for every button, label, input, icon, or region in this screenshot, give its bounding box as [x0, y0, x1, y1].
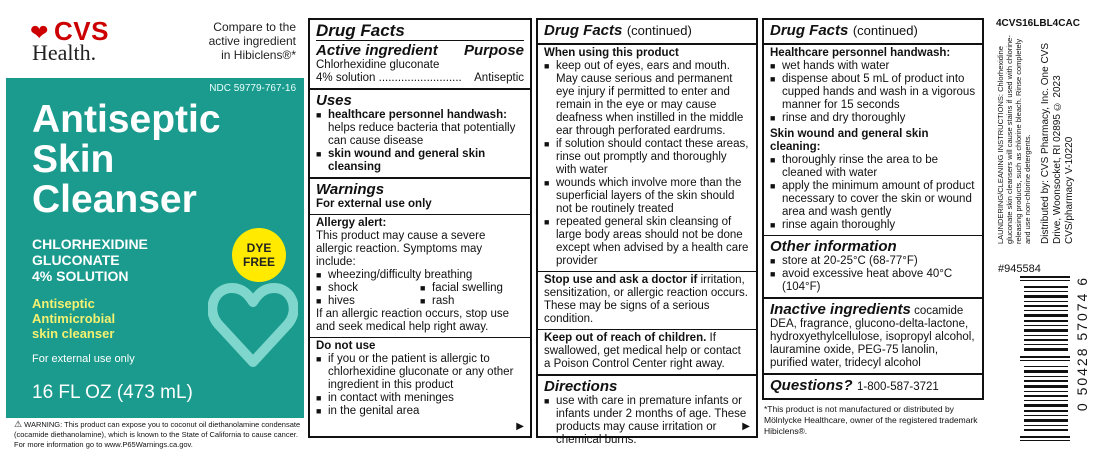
when-using-section [538, 45, 756, 272]
heart-outline-icon [208, 274, 298, 374]
product-title [32, 100, 221, 220]
questions-heading: Questions? [770, 377, 853, 394]
continue-arrow-icon: ▶ [516, 421, 524, 432]
trademark-footnote: *This product is not manufactured or distributed by Mölnlycke Healthcare, owner of the registered trademark Hibiclens®. [764, 404, 978, 436]
prop65-warning [14, 419, 304, 450]
claim-line: Antimicrobial [32, 311, 116, 326]
wound-heading: Skin wound and general skin cleaning: [770, 128, 929, 153]
inactive-section [764, 299, 982, 375]
active-header-row [316, 40, 524, 59]
front-panel [0, 0, 304, 476]
directions-section [538, 376, 756, 450]
list-item: ■ keep out of eyes, ears and mouth. May cause serious and permanent eye injury if permitted to enter and remain in the eye or may cause deafness when instilled in the middle ear through perforated eardrums. [544, 60, 750, 138]
list-item: ■ in the genital area [316, 405, 524, 418]
drug-facts-heading: Drug Facts [316, 21, 405, 40]
external-use-note: For external use only [32, 353, 135, 365]
list-item: ■ wounds which involve more than the superficial layers of the skin should not be routinely treated [544, 177, 750, 216]
inactive-heading: Inactive ingredients [770, 301, 911, 318]
ndc-number: NDC 59779-767-16 [209, 83, 296, 94]
brand-bottom: Health. [32, 40, 97, 65]
other-info-heading: Other information [770, 238, 897, 255]
list-item: ■ rinse again thoroughly [770, 219, 976, 232]
list-item: ■ facial swelling [420, 282, 524, 295]
product-claims [32, 296, 115, 341]
brand-top: CVS [54, 16, 109, 46]
list-item [316, 109, 524, 148]
list-item: ■ shock [316, 282, 420, 295]
drug-facts-panel-2 [536, 18, 758, 446]
distributor-info: Distributed by: CVS Pharmacy, Inc. One CVS Drive, Woonsocket, RI 02895 © 2023 CVS/pharmacy V-10220 [1040, 42, 1075, 244]
list-item: ■ use with care in premature infants or infants under 2 months of age. These products may cause irritation or chemical burns. [544, 395, 750, 447]
list-item: ■ wheezing/difficulty breathing [316, 269, 524, 282]
allergy-section [310, 215, 530, 338]
warnings-heading: Warnings [316, 181, 385, 198]
stop-use-heading: Stop use and ask a doctor if [544, 274, 698, 286]
item-number: #945584 [998, 263, 1041, 275]
net-contents: 16 FL OZ (473 mL) [32, 382, 193, 403]
list-item: ■ rash [420, 295, 524, 308]
keep-out-section [538, 330, 756, 376]
ingredient-line: CHLORHEXIDINE [32, 236, 148, 252]
do-not-use-section [310, 338, 530, 421]
upc-barcode [1020, 276, 1070, 444]
active-ingredient-section [310, 20, 530, 90]
inactive-text: cocamide DEA, fragrance, glucono-delta-lactone, hydroxyethylcellulose, isopropyl alcohol, lauramine oxide, PEG-75 lanolin, purified water, tridecyl alcohol [770, 305, 975, 369]
panel-header [764, 20, 982, 45]
uses-section [310, 90, 530, 179]
continued-label: (continued) [852, 23, 918, 38]
questions-section [764, 375, 982, 398]
keep-out-text: If swallowed, get medical help or contact a Poison Control Center right away. [544, 332, 741, 370]
handwash-heading: Healthcare personnel handwash: [770, 47, 951, 59]
cvs-health-logo [30, 18, 140, 66]
list-item: ■ store at 20-25°C (68-77°F) [770, 255, 976, 268]
drug-facts-heading: Drug Facts [770, 22, 849, 39]
stop-use-text: irritation, sensitization, or allergic reaction occurs. These may be signs of a serious condition. [544, 274, 748, 325]
dye-free-badge: DYE FREE [232, 228, 286, 282]
symptom-row [316, 282, 524, 308]
list-item: ■ avoid excessive heat above 40°C (104°F) [770, 268, 976, 294]
panel-3-box [762, 18, 984, 400]
active-ingredient-heading: Active ingredient [316, 42, 438, 59]
active-strength: 4% solution .......................... [316, 72, 462, 84]
heart-icon: ❤ [30, 20, 49, 45]
claim-line: skin cleanser [32, 326, 115, 341]
when-using-heading: When using this product [544, 47, 679, 59]
use-text: helps reduce bacteria that potentially can cause disease [328, 122, 516, 147]
use-bold: healthcare personnel handwash: [328, 109, 507, 121]
claim-line: Antiseptic [32, 296, 95, 311]
title-line: Antiseptic [32, 98, 221, 141]
compare-text: Compare to the active ingredient in Hibiclens®* [208, 20, 296, 62]
list-item: ■ apply the minimum amount of product necessary to cover the skin or wound area and wash gently [770, 180, 976, 219]
list-item: ■ skin wound and general skin cleansing [316, 148, 524, 174]
title-line: Cleanser [32, 178, 197, 221]
continued-label: (continued) [626, 23, 692, 38]
keep-out-heading: Keep out of reach of children. [544, 332, 707, 344]
directions-heading: Directions [544, 378, 618, 395]
directions-continued-section [764, 45, 982, 236]
allergy-text: This product may cause a severe allergic reaction. Symptoms may include: [316, 230, 486, 268]
purpose-value: Antiseptic [474, 72, 524, 84]
external-use-warning: For external use only [316, 198, 432, 210]
list-item: ■ repeated general skin cleansing of large body areas should not be done except when advised by a health care provider [544, 216, 750, 268]
list-item: ■ hives [316, 295, 420, 308]
list-item: ■ wet hands with water [770, 60, 976, 73]
questions-phone: 1-800-587-3721 [856, 381, 939, 393]
laundering-instructions: LAUNDERING/CLEANING INSTRUCTIONS: Chlorhexidine gluconate skin cleansers will cause stains if used with chlorine-releasing products, such as chlorine bleach. Rinse completely and use non-chlorine detergents. [996, 35, 1032, 244]
list-item: ■ if you or the patient is allergic to chlorhexidine gluconate or any other ingredient in this product [316, 353, 524, 392]
list-item: ■ thoroughly rinse the area to be cleaned with water [770, 154, 976, 180]
allergy-heading: Allergy alert: [316, 217, 387, 229]
do-not-use-heading: Do not use [316, 340, 376, 352]
prop65-text: WARNING: This product can expose you to coconut oil diethanolamine condensate (cocamide diethanolamine), which is known to the State of California to cause cancer. For more information go to www.P65Warnings.ca.gov. [14, 420, 301, 449]
continue-arrow-icon: ▶ [742, 421, 750, 432]
allergy-after: If an allergic reaction occurs, stop use and seek medical help right away. [316, 308, 510, 333]
upc-number: 0 50428 57074 6 [1074, 276, 1090, 412]
active-strength-row [316, 72, 524, 85]
front-main-band [6, 78, 304, 418]
ingredient-line: 4% SOLUTION [32, 268, 129, 284]
warning-triangle-icon: ⚠ [14, 419, 23, 429]
warnings-section [310, 179, 530, 215]
active-name: Chlorhexidine gluconate [316, 59, 440, 71]
drug-facts-panel-3 [762, 18, 984, 438]
purpose-heading: Purpose [463, 42, 524, 59]
panel-header [538, 20, 756, 45]
drug-facts-heading: Drug Facts [544, 22, 623, 39]
list-item: ■ if solution should contact these areas, rinse out promptly and thoroughly with water [544, 138, 750, 177]
label-code: 4CVS16LBL4CAC [996, 18, 1080, 29]
other-information-section [764, 236, 982, 299]
stop-use-section [538, 272, 756, 330]
title-line: Skin [32, 138, 115, 181]
drug-facts-panel-1 [308, 18, 532, 438]
side-panel [990, 0, 1099, 476]
list-item: ■ rinse and dry thoroughly [770, 112, 976, 125]
list-item: ■ in contact with meninges [316, 392, 524, 405]
ingredient-statement [32, 236, 148, 284]
ingredient-line: GLUCONATE [32, 252, 120, 268]
uses-heading: Uses [316, 92, 352, 109]
list-item: ■ dispense about 5 mL of product into cupped hands and wash in a vigorous manner for 15 seconds [770, 73, 976, 112]
